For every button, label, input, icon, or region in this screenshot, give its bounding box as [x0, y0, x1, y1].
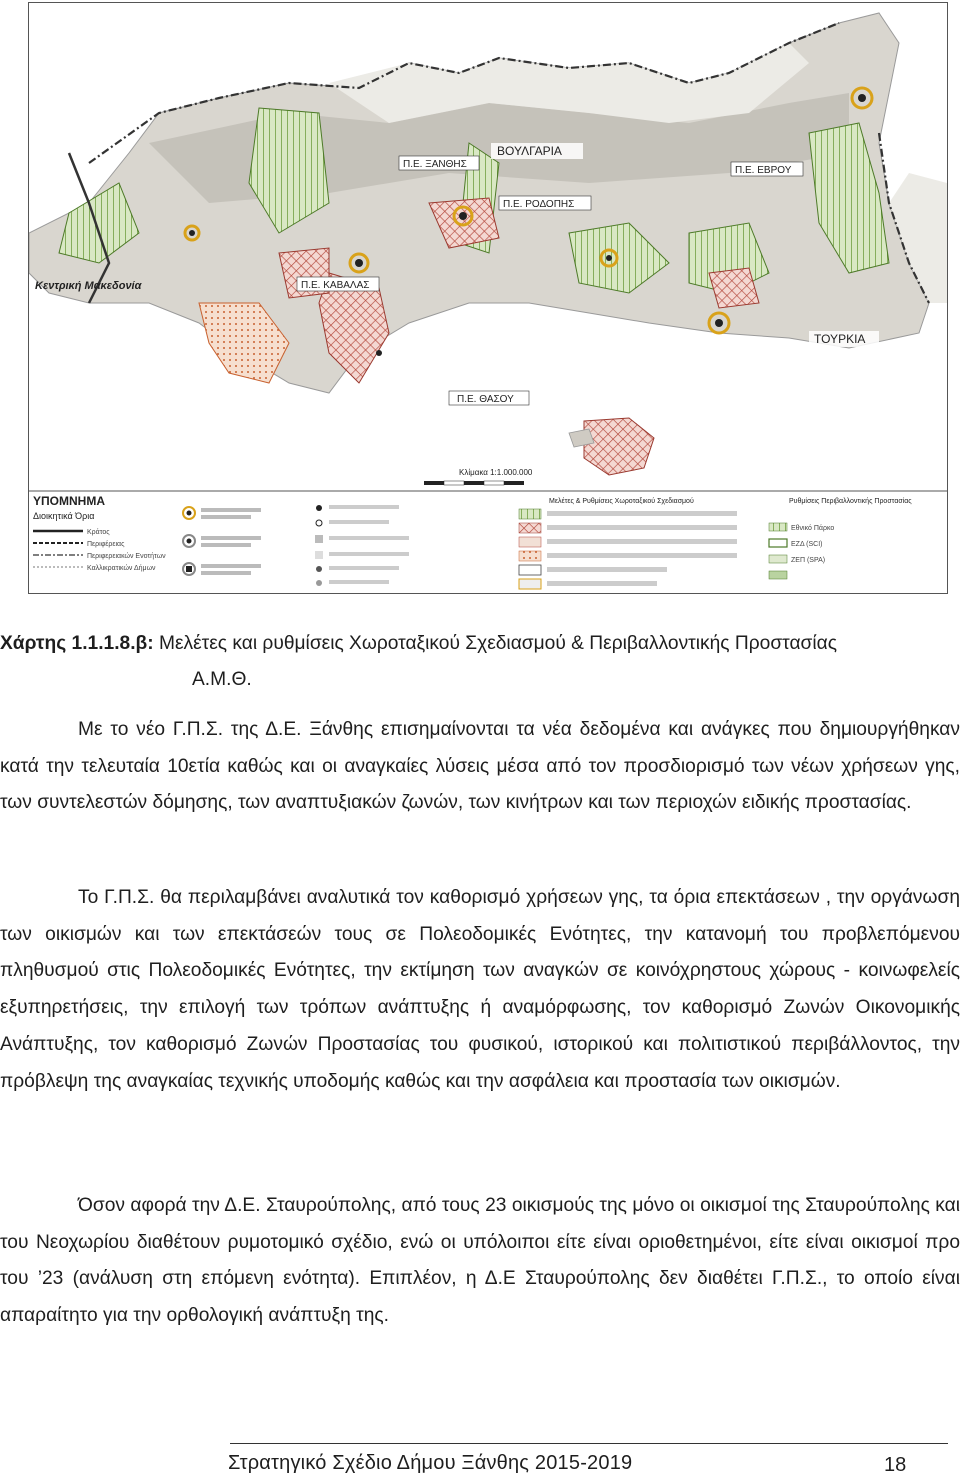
paragraph-1-text: Με το νέο Γ.Π.Σ. της Δ.Ε. Ξάνθης επισημαίνονται τα νέα δεδομένα και ανάγκες που δημιουργήθηκαν κατά την τελευταία 10ετία καθώς και οι αναγκαίες λύσεις μέσα από τον προσδιορισμό των νέων χρήσεων γης, των συντελεστών δόμησης, των αναπτυξιακών ζωνών, των κινήτρων και των περιοχών ειδικής προστασίας. [0, 719, 960, 814]
legend-admin-item-1: Κράτος [87, 529, 110, 536]
paragraph-2-text: Το Γ.Π.Σ. θα περιλαμβάνει αναλυτικά τον καθορισμό χρήσεων γης, τα όρια επεκτάσεων , την οργάνωση των οικισμών και των επεκτάσεών τους σε Πολεοδομικές Ενότητες, την κατανομή του προβλεπόμενου πληθυσμού στις Πολεοδομικές Ενότητες, την εκτίμηση των αναγκών σε κοινόχρηστους χώρους - κοινωφελείς εξυπηρετήσεις, την επιλογή των τρόπων ανάπτυξης ή αναμόρφωσης, τον καθορισμό Ζωνών Οικονομικής Ανάπτυξης, τον καθορισμό Ζωνών Προστασίας του φυσικού, ιστορικού και πολιτιστικού περιβάλλοντος, την πρόβλεψη της αναγκαίας τεχνικής υποδομής καθώς και την ασφάλεια και προστασία των οικισμών. [0, 887, 960, 1092]
map-label-pe-evrou: Π.Ε. ΕΒΡΟΥ [735, 165, 792, 176]
map-label-central-macedonia: Κεντρική Μακεδονία [35, 280, 142, 292]
footer-title: Στρατηγικό Σχέδιο Δήμου Ξάνθης 2015-2019 [228, 1452, 633, 1474]
legend-admin-title: Διοικητικά Όρια [33, 511, 95, 521]
paragraph-3 [0, 1188, 960, 1335]
legend-title: ΥΠΟΜΝΗΜΑ [33, 494, 105, 508]
map-figure [28, 2, 948, 594]
map-label-pe-thasou: Π.Ε. ΘΑΣΟΥ [457, 394, 514, 405]
paragraph-1 [0, 712, 960, 822]
caption-label: Χάρτης 1.1.1.8.β: [0, 633, 154, 654]
map-drawing [29, 3, 947, 593]
caption-text-2: Α.Μ.Θ. [192, 669, 252, 690]
map-label-pe-rodopi: Π.Ε. ΡΟΔΟΠΗΣ [503, 199, 575, 210]
map-caption [0, 626, 960, 698]
map-scale-label: Κλίμακα 1:1.000.000 [459, 468, 533, 477]
legend-admin-item-3: Περιφερειακών Ενοτήτων [87, 553, 166, 560]
caption-text: Μελέτες και ρυθμίσεις Χωροταξικού Σχεδιασμού & Περιβαλλοντικής Προστασίας [158, 633, 838, 654]
map-label-bulgaria: ΒΟΥΛΓΑΡΙΑ [497, 144, 562, 158]
page-number: 18 [884, 1454, 907, 1476]
legend-admin-item-2: Περιφέρειας [87, 541, 125, 548]
paragraph-3-text: Όσον αφορά την Δ.Ε. Σταυρούπολης, από τους 23 οικισμούς της μόνο οι οικισμοί της Σταυρούπολης και του Νεοχωρίου διαθέτουν ρυμοτομικό σχέδιο, ενώ οι υπόλοιποι είτε είναι οριοθετημένοι, είτε είναι οικισμοί προ του ’23 (ανάλυση στη επόμενη ενότητα). Επιπλέον, η Δ.Ε Σταυρούπολης δεν διαθέτει Γ.Π.Σ., το οποίο είναι απαραίτητο για την ορθολογική ανάπτυξη της. [0, 1195, 960, 1327]
footer-divider [230, 1443, 948, 1444]
legend-reg-item-3: ΖΕΠ (SPA) [791, 557, 826, 564]
legend-studies-title: Μελέτες & Ρυθμίσεις Χωροταξικού Σχεδιασμού [549, 498, 694, 505]
map-scale-bar [424, 481, 524, 485]
legend-admin-item-4: Καλλικρατικών Δήμων [87, 565, 156, 572]
legend-reg-title: Ρυθμίσεις Περιβαλλοντικής Προστασίας [789, 498, 912, 505]
map-label-pe-xanthi: Π.Ε. ΞΑΝΘΗΣ [403, 159, 467, 170]
paragraph-2 [0, 880, 960, 1100]
map-label-pe-kavala: Π.Ε. ΚΑΒΑΛΑΣ [301, 280, 370, 291]
legend-reg-item-1: Εθνικό Πάρκο [791, 525, 835, 532]
legend-reg-item-2: ΕΖΔ (SCI) [791, 541, 823, 548]
map-label-turkey: ΤΟΥΡΚΙΑ [814, 332, 866, 346]
